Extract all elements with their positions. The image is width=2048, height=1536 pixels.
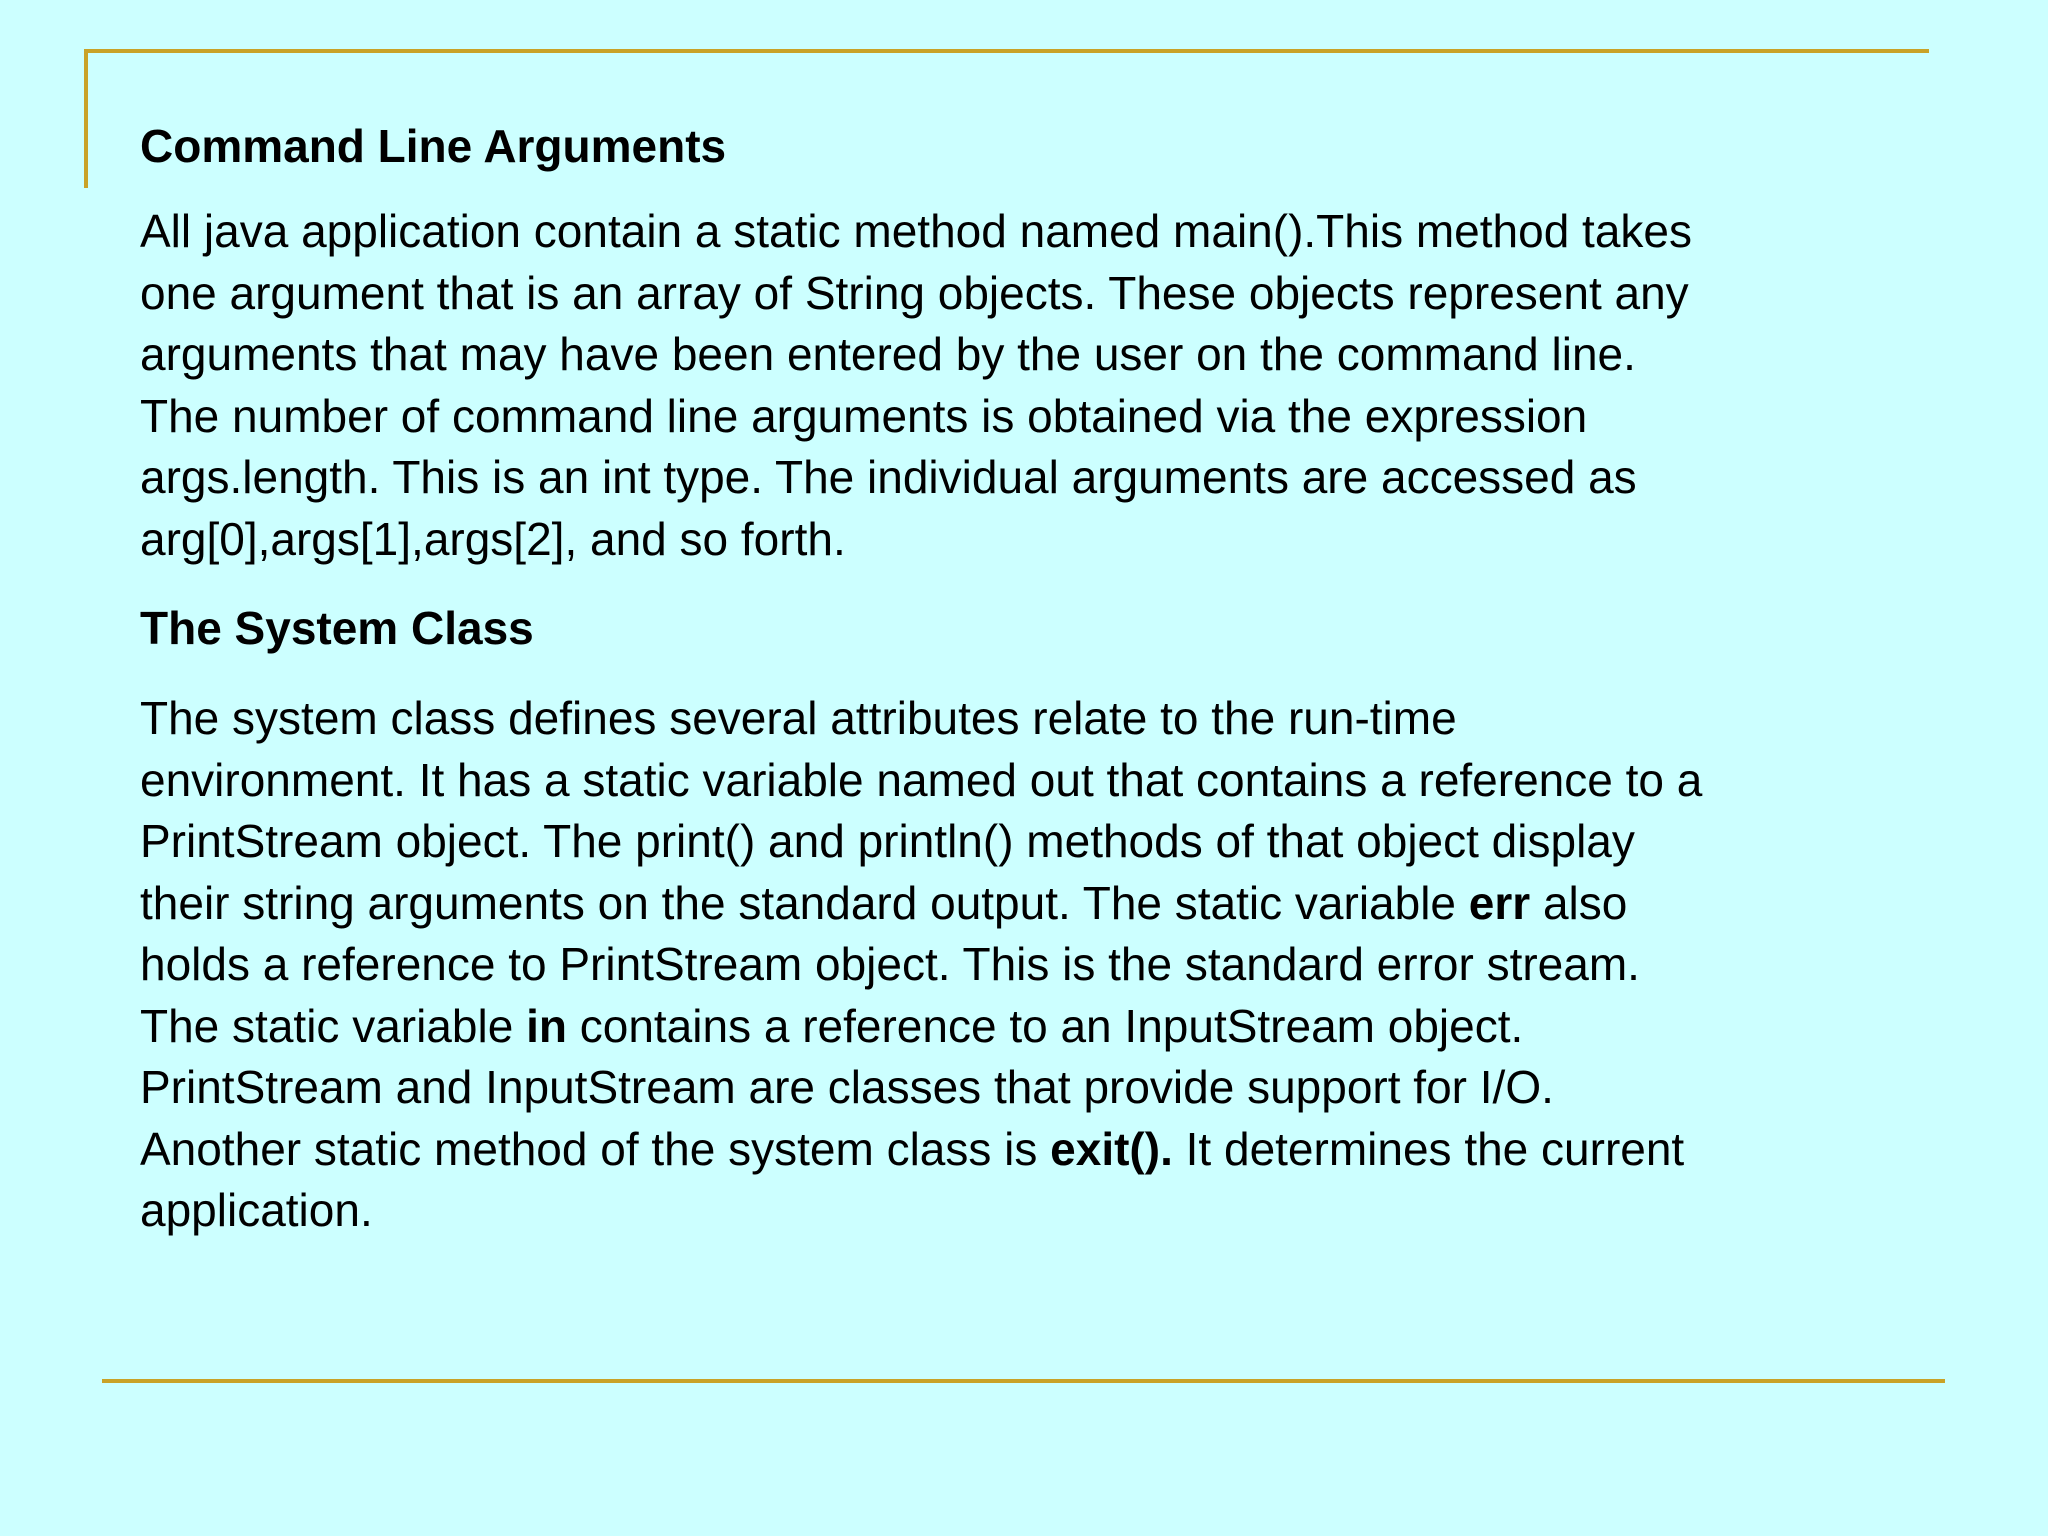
heading-command-line-arguments: Command Line Arguments	[140, 120, 727, 172]
bottom-rule	[102, 1379, 1945, 1383]
text-segment: Another static method of the system class is	[140, 1122, 1051, 1175]
text-line	[140, 873, 1900, 935]
left-rule	[84, 49, 88, 188]
text-segment: contains a reference to an InputStream object.	[566, 999, 1524, 1052]
text-segment: The static variable	[140, 999, 527, 1052]
top-rule	[84, 49, 1929, 53]
text-line: PrintStream object. The print() and println() methods of that object display	[140, 815, 1635, 867]
text-line: application.	[140, 1184, 373, 1236]
text-line: The number of command line arguments is obtained via the expression	[140, 389, 1588, 442]
text-segment: their string arguments on the standard output. The static variable	[140, 876, 1469, 929]
paragraph-system-class	[140, 688, 1900, 1242]
text-line: PrintStream and InputStream are classes that provide support for I/O.	[140, 1061, 1554, 1113]
text-segment: It determines the current	[1172, 1122, 1685, 1175]
keyword-in: in	[526, 999, 567, 1052]
text-line	[140, 996, 1900, 1058]
text-line	[140, 1119, 1900, 1181]
slide-content	[140, 116, 1900, 1242]
keyword-err: err	[1468, 876, 1531, 929]
text-line: holds a reference to PrintStream object. This is the standard error stream.	[140, 938, 1640, 990]
text-line: All java application contain a static method named main().This method takes	[140, 205, 1693, 257]
text-line: one argument that is an array of String objects. These objects represent any	[140, 266, 1689, 319]
text-line: The system class defines several attributes relate to the run-time	[140, 692, 1457, 744]
text-line: environment. It has a static variable named out that contains a reference to a	[140, 753, 1703, 806]
text-line: arg[0],args[1],args[2], and so forth.	[140, 512, 846, 565]
text-line: arguments that may have been entered by the user on the command line.	[140, 328, 1636, 380]
text-segment: also	[1530, 876, 1628, 929]
heading-system-class: The System Class	[140, 602, 534, 654]
text-line: args.length. This is an int type. The individual arguments are accessed as	[140, 451, 1637, 503]
paragraph-command-line-arguments	[140, 201, 1900, 570]
keyword-exit: exit().	[1050, 1122, 1173, 1175]
